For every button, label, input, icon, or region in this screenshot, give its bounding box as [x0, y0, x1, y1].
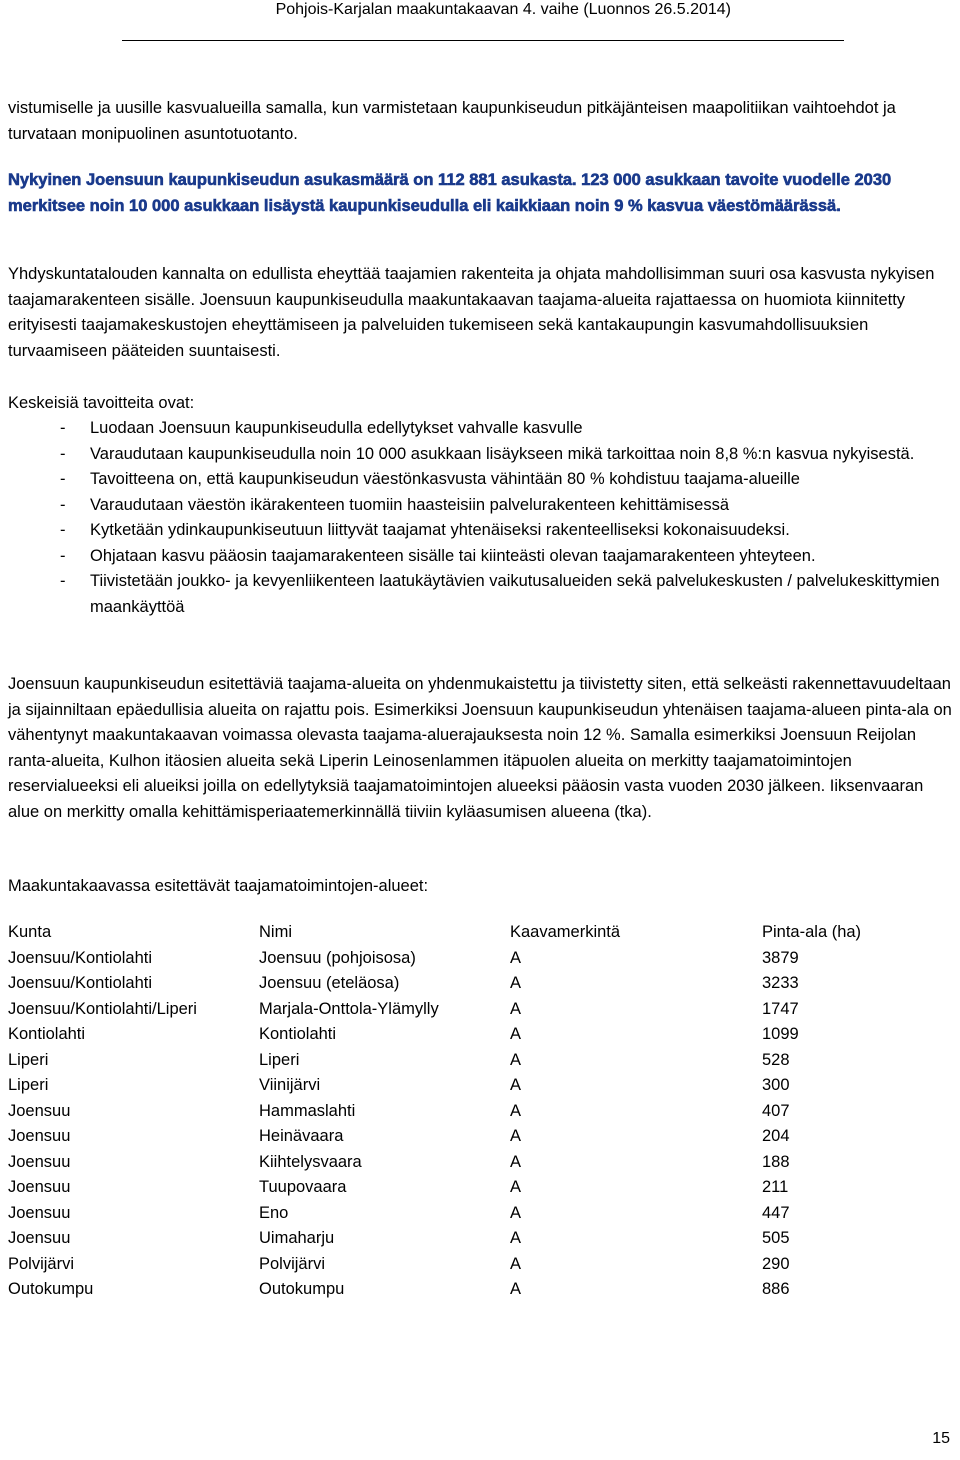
cell-kunta: Joensuu — [8, 1229, 71, 1248]
cell-kaavamerkinta: A — [510, 1050, 522, 1069]
goals-intro: Keskeisiä tavoitteita ovat: — [8, 394, 195, 412]
cell-pinta-ala: 447 — [762, 1203, 790, 1222]
highlight-paragraph: Nykyinen Joensuun kaupunkiseudun asukasmäärä on 112 881 asukasta. 123 000 asukkaan tavoite vuodelle 2030 merkitsee noin 10 000 asukkaan lisäystä kaupunkiseudulla eli kaikkiaan noin 9 % kasvua väestömäärässä. — [8, 171, 892, 215]
cell-kaavamerkinta: A — [510, 1025, 522, 1044]
table-header-row — [8, 920, 942, 946]
cell-kunta: Joensuu — [8, 1101, 71, 1120]
page-number: 15 — [932, 1430, 950, 1447]
table-intro: Maakuntakaavassa esitettävät taajamatoimintojen-alueet: — [8, 877, 429, 895]
table-row — [8, 1252, 942, 1278]
list-item — [8, 467, 956, 493]
table-row — [8, 946, 942, 972]
cell-kaavamerkinta: A — [510, 1152, 522, 1171]
cell-kaavamerkinta: A — [510, 1178, 522, 1197]
cell-kunta: Joensuu/Kontiolahti — [8, 948, 153, 967]
cell-nimi: Viinijärvi — [259, 1076, 321, 1095]
cell-pinta-ala: 528 — [762, 1050, 790, 1069]
list-item — [8, 544, 956, 570]
cell-pinta-ala: 204 — [762, 1127, 790, 1146]
cell-kunta: Liperi — [8, 1050, 49, 1069]
cell-nimi: Outokumpu — [259, 1280, 345, 1299]
cell-nimi: Tuupovaara — [259, 1178, 347, 1197]
cell-nimi: Polvijärvi — [259, 1254, 326, 1273]
cell-kunta: Liperi — [8, 1076, 49, 1095]
list-item — [8, 518, 956, 544]
cell-pinta-ala: 290 — [762, 1254, 790, 1273]
paragraph-3: Joensuun kaupunkiseudun esitettäviä taajama-alueita on yhdenmukaistettu ja tiivistetty siten, että selkeästi rakennettavuudeltaan ja sijainniltaan epäedullisia alueita on rajattu pois. Esimerkiksi Joensuun kaupunkiseudun yhtenäisen taajama-alueen pinta-ala on vähentynyt maakuntakaavan voimassa olevasta taajama-aluerajauksesta noin 12 %. Samalla esimerkiksi Joensuun Reijolan ranta-alueita, Kulhon itäosien alueita sekä Liperin Leinosenlammen itäpuolen alueita on merkitty taajamatoimintojen reservialueeksi eli alueiksi joilla on edellytyksiä taajamatoimintojen alueeksi pääosin vasta vuoden 2030 jälkeen. Iiksenvaaran alue on merkitty omalla kehittämisperiaatemerkinnällä tiiviin kyläasumisen alueena (tka). — [8, 675, 952, 821]
cell-pinta-ala: 505 — [762, 1229, 790, 1248]
cell-kaavamerkinta: A — [510, 974, 522, 993]
cell-kaavamerkinta: A — [510, 948, 522, 967]
header-nimi: Nimi — [259, 923, 292, 942]
cell-kunta: Joensuu — [8, 1127, 71, 1146]
page-header — [0, 0, 960, 46]
dash-bullet: - — [60, 419, 66, 437]
cell-pinta-ala: 886 — [762, 1280, 790, 1299]
cell-pinta-ala: 3879 — [762, 948, 799, 967]
cell-kunta: Kontiolahti — [8, 1025, 86, 1044]
cell-kunta: Joensuu/Kontiolahti/Liperi — [8, 999, 197, 1018]
table-row — [8, 1175, 942, 1201]
cell-kaavamerkinta: A — [510, 999, 522, 1018]
table-row — [8, 1099, 942, 1125]
cell-nimi: Joensuu (eteläosa) — [259, 974, 400, 993]
cell-kunta: Joensuu — [8, 1152, 71, 1171]
table-row — [8, 1048, 942, 1074]
cell-kunta: Polvijärvi — [8, 1254, 75, 1273]
table-row — [8, 997, 942, 1023]
cell-pinta-ala: 3233 — [762, 974, 799, 993]
cell-kunta: Joensuu — [8, 1178, 71, 1197]
dash-bullet: - — [60, 495, 66, 514]
table-row — [8, 1124, 942, 1150]
areas-table — [8, 920, 942, 1303]
cell-nimi: Kiihtelysvaara — [259, 1152, 362, 1171]
cell-kunta: Joensuu/Kontiolahti — [8, 974, 153, 993]
cell-pinta-ala: 300 — [762, 1076, 790, 1095]
cell-pinta-ala: 1747 — [762, 999, 799, 1018]
cell-kaavamerkinta: A — [510, 1229, 522, 1248]
dash-bullet: - — [60, 546, 66, 565]
cell-nimi: Hammaslahti — [259, 1101, 356, 1120]
table-row — [8, 1277, 942, 1303]
cell-pinta-ala: 1099 — [762, 1025, 799, 1044]
header-kaavamerkinta: Kaavamerkintä — [510, 923, 621, 942]
goal-text: Luodaan Joensuun kaupunkiseudulla edellytykset vahvalle kasvulle — [90, 419, 583, 437]
dash-bullet: - — [60, 444, 66, 463]
goal-text: Tiivistetään joukko- ja kevyenliikenteen laatukäytävien vaikutusalueiden sekä palvelukeskusten / palvelukeskittymien maankäyttöä — [90, 572, 940, 616]
goal-text: Tavoitteena on, että kaupunkiseudun väestönkasvusta vähintään 80 % kohdistuu taajama-alueille — [90, 470, 800, 488]
cell-nimi: Marjala-Onttola-Ylämylly — [259, 999, 439, 1018]
table-row — [8, 1150, 942, 1176]
cell-kaavamerkinta: A — [510, 1101, 522, 1120]
table-row — [8, 1226, 942, 1252]
cell-kunta: Joensuu — [8, 1203, 71, 1222]
cell-kaavamerkinta: A — [510, 1127, 522, 1146]
cell-kunta: Outokumpu — [8, 1280, 94, 1299]
list-item — [8, 416, 956, 442]
cell-pinta-ala: 211 — [762, 1178, 789, 1197]
dash-bullet: - — [60, 572, 66, 590]
cell-nimi: Eno — [259, 1203, 289, 1222]
cell-kaavamerkinta: A — [510, 1203, 522, 1222]
cell-nimi: Kontiolahti — [259, 1025, 337, 1044]
goal-text: Kytketään ydinkaupunkiseutuun liittyvät taajamat yhtenäiseksi rakenteelliseksi kokonaisuudeksi. — [90, 521, 790, 539]
cell-pinta-ala: 188 — [762, 1152, 790, 1171]
goal-text: Varaudutaan väestön ikärakenteen tuomiin haasteisiin palvelurakenteen kehittämisessä — [90, 495, 730, 514]
paragraph-2: Yhdyskuntatalouden kannalta on edullista eheyttää taajamien rakenteita ja ohjata mahdollisimman suuri osa kasvusta nykyisen taajamarakenteen sisälle. Joensuun kaupunkiseudulla maakuntakaavan taajama-alueita rajattaessa on huomiota kiinnitetty erityisesti taajamakeskustojen eheyttämiseen ja palveluiden tukemiseen sekä kantakaupungin kasvumahdollisuuksien turvaamiseen pääteiden suuntaisesti. — [8, 265, 935, 360]
cell-nimi: Joensuu (pohjoisosa) — [259, 948, 416, 967]
cell-nimi: Uimaharju — [259, 1229, 335, 1248]
header-kunta: Kunta — [8, 923, 52, 942]
cell-nimi: Heinävaara — [259, 1127, 344, 1146]
goal-text: Varaudutaan kaupunkiseudulla noin 10 000 asukkaan lisäykseen mikä tarkoittaa noin 8,8 %:n kasvua nykyisestä. — [90, 444, 915, 463]
intro-paragraph: vistumiselle ja uusille kasvualueilla samalla, kun varmistetaan kaupunkiseudun pitkäjänteisen maapolitiikan vaihtoehdot ja turvataan monipuolinen asuntotuotanto. — [8, 99, 896, 143]
list-item — [8, 493, 956, 519]
header-rule — [122, 40, 844, 41]
table-row — [8, 971, 942, 997]
table-row — [8, 1022, 942, 1048]
table-row — [8, 1201, 942, 1227]
document-title: Pohjois-Karjalan maakuntakaavan 4. vaihe (Luonnos 26.5.2014) — [275, 1, 731, 18]
cell-kaavamerkinta: A — [510, 1254, 522, 1273]
header-pinta-ala: Pinta-ala (ha) — [762, 923, 862, 942]
table-row — [8, 1073, 942, 1099]
dash-bullet: - — [60, 470, 66, 488]
cell-pinta-ala: 407 — [762, 1101, 790, 1120]
list-item — [8, 569, 956, 620]
list-item — [8, 442, 956, 468]
cell-kaavamerkinta: A — [510, 1076, 522, 1095]
goal-text: Ohjataan kasvu pääosin taajamarakenteen sisälle tai kiinteästi olevan taajamarakenteen yhteyteen. — [90, 546, 816, 565]
cell-kaavamerkinta: A — [510, 1280, 522, 1299]
cell-nimi: Liperi — [259, 1050, 300, 1069]
goals-list — [8, 416, 956, 620]
dash-bullet: - — [60, 521, 66, 539]
